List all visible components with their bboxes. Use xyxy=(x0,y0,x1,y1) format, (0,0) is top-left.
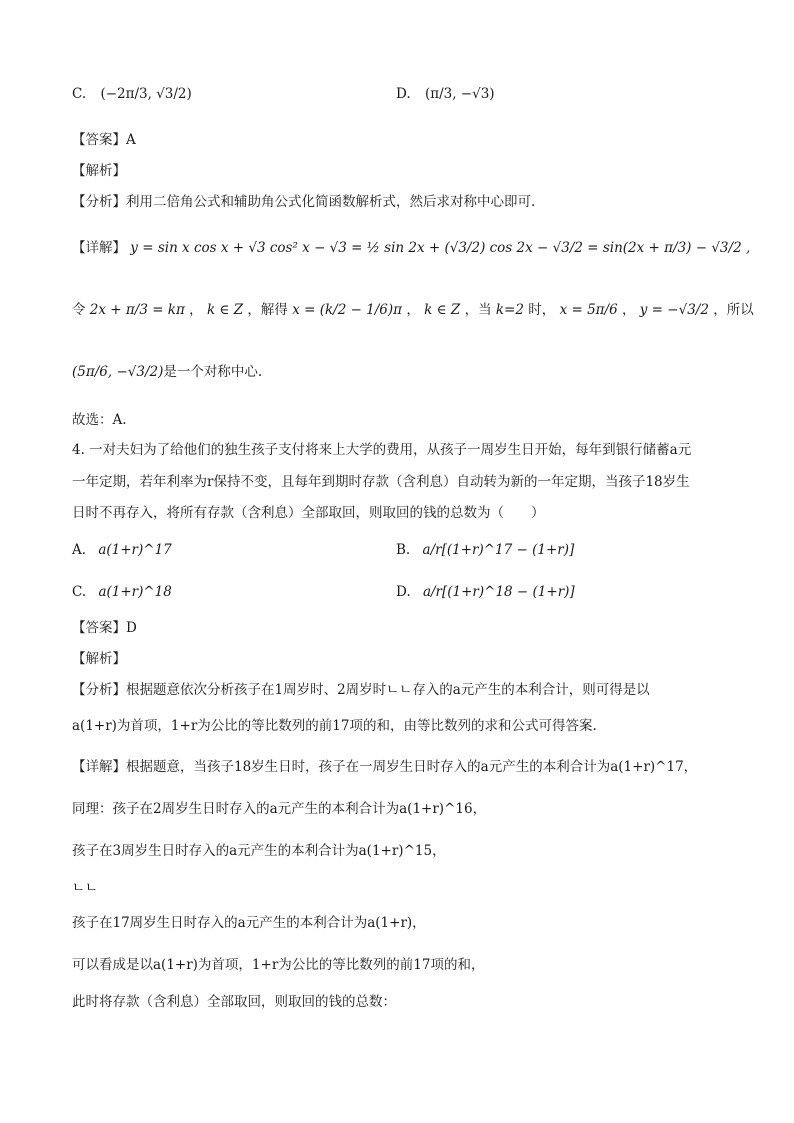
detail-3 xyxy=(72,238,750,258)
answer-3: 【答案】A xyxy=(72,132,136,148)
detail-equation: y = sin x cos x + √3 cos² x − √3 = ½ sin 2x + (√3/2) cos 2x − √3/2 = sin(2x + π/3) − √3/2 , xyxy=(130,240,751,256)
text-segment: ，当 xyxy=(464,302,492,318)
text-segment: 令 xyxy=(72,302,86,318)
option-math: a/r[(1+r)^18 − (1+r)] xyxy=(422,584,575,600)
analysis-4-line2: a(1+r)为首项，1+r为公比的等比数列的前17项的和，由等比数列的求和公式可得答案. xyxy=(72,718,597,734)
analysis-heading-3: 【解析】 xyxy=(72,163,126,179)
detail-4-line2: 同理：孩子在2周岁生日时存入的a元产生的本利合计为a(1+r)^16， xyxy=(72,801,487,817)
detail-4-line7: 此时将存款（含利息）全部取回，则取回的钱的总数： xyxy=(72,994,396,1010)
detail-4-line3: 孩子在3周岁生日时存入的a元产生的本利合计为a(1+r)^15， xyxy=(72,843,446,859)
text-segment: ， xyxy=(189,302,203,318)
detail-4-ellipsis: ㄴㄴ xyxy=(72,880,99,896)
analysis-3: 【分析】利用二倍角公式和辅助角公式化简函数解析式，然后求对称中心即可. xyxy=(72,194,536,210)
text-segment: ，解得 xyxy=(247,302,288,318)
center-math: (5π/6, −√3/2) xyxy=(72,364,164,380)
text-segment: 时， xyxy=(528,302,556,318)
math-segment: k=2 xyxy=(495,302,524,318)
option-math: a(1+r)^17 xyxy=(98,542,172,558)
option-b xyxy=(396,540,574,560)
analysis-heading-4: 【解析】 xyxy=(72,651,126,667)
option-label: C. xyxy=(72,584,87,600)
option-math: (−2π/3, √3/2) xyxy=(100,86,192,102)
question-4-line1: 4. 一对夫妇为了给他们的独生孩子支付将来上大学的费用，从孩子一周岁生日开始，每年到银行储蓄a元 xyxy=(72,442,692,458)
option-d xyxy=(396,582,575,602)
detail-prefix: 【详解】 xyxy=(72,240,126,256)
option-a xyxy=(72,540,172,560)
analysis-4-line1: 【分析】根据题意依次分析孩子在1周岁时、2周岁时ㄴㄴ存入的a元产生的本利合计，则可得是以 xyxy=(72,682,650,698)
math-segment: k ∈ Z xyxy=(424,302,461,318)
math-segment: k ∈ Z xyxy=(206,302,244,318)
text-segment: ， xyxy=(621,302,636,318)
option-math: a/r[(1+r)^17 − (1+r)] xyxy=(422,542,575,558)
detail-4-line1: 【详解】根据题意，当孩子18岁生日时，孩子在一周岁生日时存入的a元产生的本利合计为a(1+r)^17， xyxy=(72,759,698,775)
text-segment: ，所以 xyxy=(713,302,754,318)
option-math: a(1+r)^18 xyxy=(98,584,172,600)
math-segment: 2x + π/3 = kπ xyxy=(89,302,185,318)
detail-4-line6: 可以看成是以a(1+r)为首项，1+r为公比的等比数列的前17项的和， xyxy=(72,957,485,973)
symmetry-center xyxy=(72,362,262,382)
math-segment: x = 5π/6 xyxy=(559,302,618,318)
let-line xyxy=(72,300,754,320)
question-4-line2: 一年定期，若年利率为r保持不变，且每年到期时存款（含利息）自动转为新的一年定期，当孩子18岁生 xyxy=(72,474,690,490)
option-c-prev xyxy=(72,84,192,104)
option-d-prev xyxy=(396,84,495,104)
center-text: 是一个对称中心. xyxy=(163,364,263,380)
math-segment: y = −√3/2 xyxy=(639,302,709,318)
text-segment: ， xyxy=(406,302,420,318)
option-label: D. xyxy=(396,86,411,102)
option-label: A. xyxy=(72,542,87,558)
choose-3: 故选：A. xyxy=(72,412,127,428)
option-label: C. xyxy=(72,86,87,102)
answer-4: 【答案】D xyxy=(72,620,137,636)
option-label: D. xyxy=(396,584,411,600)
option-math: (π/3, −√3) xyxy=(424,86,495,102)
option-c xyxy=(72,582,172,602)
option-label: B. xyxy=(396,542,411,558)
detail-4-line5: 孩子在17周岁生日时存入的a元产生的本利合计为a(1+r)， xyxy=(72,915,426,931)
math-segment: x = (k/2 − 1/6)π xyxy=(292,302,403,318)
question-4-line3: 日时不再存入，将所有存款（含利息）全部取回，则取回的钱的总数为（ ） xyxy=(72,505,545,521)
